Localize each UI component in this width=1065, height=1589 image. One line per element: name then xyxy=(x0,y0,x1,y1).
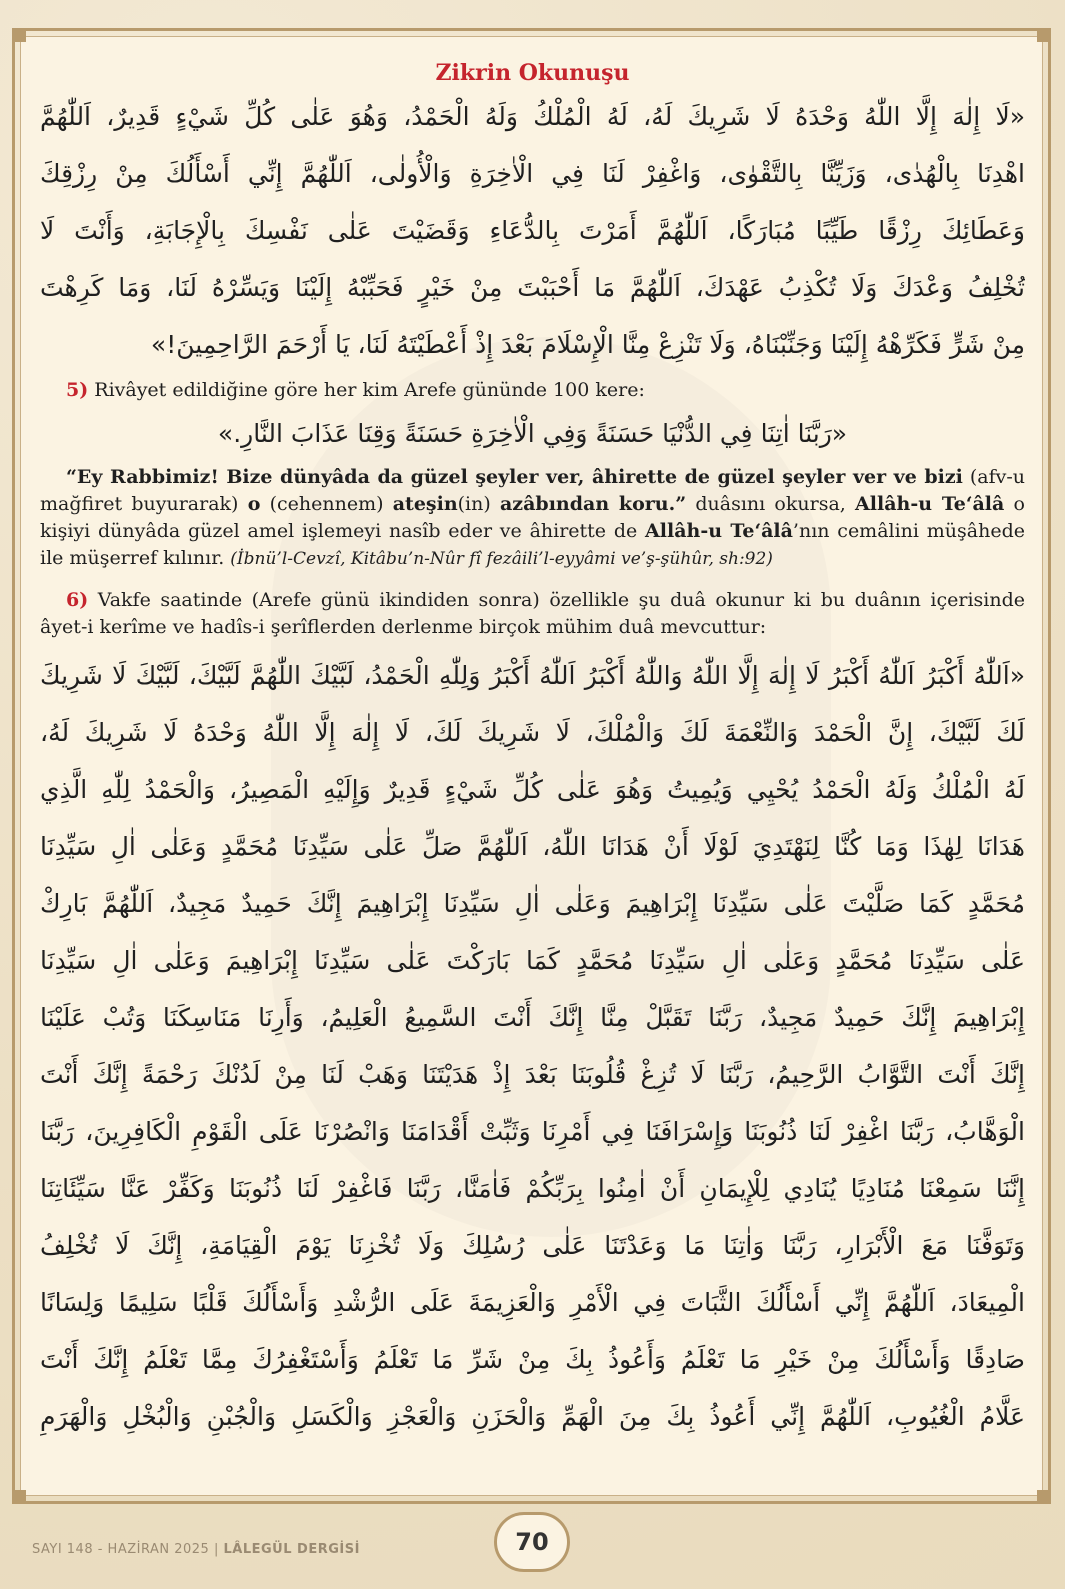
footer-issue: SAYI 148 - HAZİRAN 2025 xyxy=(32,1542,210,1557)
arabic-line: وَتَوَفَّنَا مَعَ الْأَبْرَارِ، رَبَّنَا وَاٰتِنَا مَا وَعَدْتَنَا عَلٰى رُسُلِكَ وَلَا تُخْزِنَا يَوْمَ الْقِيَامَةِ، إِنَّكَ لَا تُخْلِفُ xyxy=(40,1231,1025,1260)
arabic-line: لَكَ لَبَّيْكَ، إِنَّ الْحَمْدَ وَالنِّعْمَةَ لَكَ وَالْمُلْكَ، لَا شَرِيكَ لَكَ، لَا إِلٰهَ إِلَّا اللّٰهُ وَحْدَهُ لَا شَرِيكَ لَهُ، xyxy=(40,718,1025,747)
page-number: 70 xyxy=(494,1512,570,1572)
translation-bold: ateşin xyxy=(392,493,458,515)
arabic-line: إِنَّنَا سَمِعْنَا مُنَادِيًا يُنَادِي لِلْإِيمَانِ أَنْ اٰمِنُوا بِرَبِّكُمْ فَاٰمَنَّا، رَبَّنَا فَاغْفِرْ لَنَا ذُنُوبَنَا وَكَفِّرْ عَنَّا سَيِّئَاتِنَا xyxy=(40,1174,1025,1203)
arabic-line: مُحَمَّدٍ كَمَا صَلَّيْتَ عَلٰى سَيِّدِنَا إِبْرَاهِيمَ وَعَلٰى اٰلِ سَيِّدِنَا إِبْرَاهِيمَ إِنَّكَ حَمِيدٌ مَجِيدٌ، اَللّٰهُمَّ بَارِكْ xyxy=(40,889,1025,918)
arabic-line: صَادِقًا وَأَسْأَلُكَ مِنْ خَيْرِ مَا تَعْلَمُ وَأَعُوذُ بِكَ مِنْ شَرِّ مَا تَعْلَمُ وَأَسْتَغْفِرُكَ مِمَّا تَعْلَمُ إِنَّكَ أَنْتَ xyxy=(40,1345,1025,1374)
translation-text: ’nın cemâlini müşâhede ile müşerref kılınır. xyxy=(40,520,1025,569)
arabic-dua-block-2 xyxy=(40,647,1025,1445)
item-text: Vakfe saatinde (Arefe günü ikindiden sonra) özellikle şu duâ okunur ki bu duânın içerisinde âyet-i kerîme ve hadîs-i şerîflerden derlenme birçok mühim duâ mevcuttur: xyxy=(40,589,1025,638)
translation-text: o kişiyi dünyâda güzel amel işlemeyi nasîb eder ve âhirette de xyxy=(40,493,1025,542)
arabic-line: عَلَّامُ الْغُيُوبِ، اَللّٰهُمَّ إِنِّي أَعُوذُ بِكَ مِنَ الْهَمِّ وَالْحَزَنِ وَالْعَجْزِ وَالْكَسَلِ وَالْجُبْنِ وَالْبُخْلِ وَالْهَرَمِ xyxy=(40,1402,1025,1431)
translation-text: (afv-u mağfiret buyurarak) xyxy=(40,466,1025,515)
source-reference: (İbnü’l-Cevzî, Kitâbu’n-Nûr fî fezâili’l-eyyâmi ve’ş-şühûr, sh:92) xyxy=(230,549,773,569)
item-5-explanation xyxy=(40,464,1025,573)
item-text: Rivâyet edildiğine göre her kim Arefe gününde 100 kere: xyxy=(88,379,645,401)
arabic-line: «لَا إِلٰهَ إِلَّا اللّٰهُ وَحْدَهُ لَا شَرِيكَ لَهُ، لَهُ الْمُلْكُ وَلَهُ الْحَمْدُ، وَهُوَ عَلٰى كُلِّ شَيْءٍ قَدِيرٌ، اَللّٰهُمَّ xyxy=(40,102,1025,131)
arabic-line: الْوَهَّابُ، رَبَّنَا اغْفِرْ لَنَا ذُنُوبَنَا وَإِسْرَافَنَا فِي أَمْرِنَا وَثَبِّتْ أَقْدَامَنَا وَانْصُرْنَا عَلَى الْقَوْمِ الْكَافِرِينَ، رَبَّنَا xyxy=(40,1117,1025,1146)
footer-separator: | xyxy=(213,1542,219,1557)
arabic-line: مِنْ شَرٍّ فَكَرِّهْهُ إِلَيْنَا وَجَنِّبْنَاهُ، وَلَا تَنْزِعْ مِنَّا الْإِسْلَامَ بَعْدَ إِذْ أَعْطَيْتَهُ لَنَا، يَا أَرْحَمَ الرَّاحِمِينَ!» xyxy=(150,330,1025,359)
translation-text: (cehennem) xyxy=(260,493,393,515)
frame-corner-ornament xyxy=(12,28,26,42)
arabic-rabbana-dua: «رَبَّنَا اٰتِنَا فِي الدُّنْيَا حَسَنَةً وَفِي الْاٰخِرَةِ حَسَنَةً وَقِنَا عَذَابَ النَّارِ.» xyxy=(217,419,848,448)
arabic-line: تُخْلِفُ وَعْدَكَ وَلَا تُكْذِبُ عَهْدَكَ، اَللّٰهُمَّ مَا أَحْبَبْتَ مِنْ خَيْرٍ فَحَبِّبْهُ إِلَيْنَا وَيَسِّرْهُ لَنَا، وَمَا كَرِهْتَ xyxy=(40,273,1025,302)
item-number: 5) xyxy=(66,379,89,401)
footer-publication-info xyxy=(32,1542,360,1557)
translation-bold: “Ey Rabbimiz! Bize dünyâda da güzel şeyler ver, âhirette de güzel şeyler ver ve bizi xyxy=(66,466,963,488)
frame-corner-ornament xyxy=(12,1490,26,1504)
arabic-line: إِنَّكَ أَنْتَ التَّوَّابُ الرَّحِيمُ، رَبَّنَا لَا تُزِغْ قُلُوبَنَا بَعْدَ إِذْ هَدَيْتَنَا وَهَبْ لَنَا مِنْ لَدُنْكَ رَحْمَةً إِنَّكَ أَنْتَ xyxy=(40,1060,1025,1089)
arabic-line: هَدَانَا لِهٰذَا وَمَا كُنَّا لِنَهْتَدِيَ لَوْلَا أَنْ هَدَانَا اللّٰهُ، اَللّٰهُمَّ صَلِّ عَلٰى سَيِّدِنَا مُحَمَّدٍ وَعَلٰى اٰلِ سَيِّدِنَا xyxy=(40,832,1025,861)
item-5-intro xyxy=(40,377,1025,404)
item-number: 6) xyxy=(66,589,89,611)
section-title: Zikrin Okunuşu xyxy=(435,60,630,86)
arabic-line: اهْدِنَا بِالْهُدٰى، وَزَيِّنَّا بِالتَّقْوٰى، وَاغْفِرْ لَنَا فِي الْاٰخِرَةِ وَالْأُولٰى، اَللّٰهُمَّ إِنِّي أَسْأَلُكَ مِنْ رِزْقِكَ xyxy=(40,159,1025,188)
arabic-line: إِبْرَاهِيمَ إِنَّكَ حَمِيدٌ مَجِيدٌ، رَبَّنَا تَقَبَّلْ مِنَّا إِنَّكَ أَنْتَ السَّمِيعُ الْعَلِيمُ، وَأَرِنَا مَنَاسِكَنَا وَتُبْ عَلَيْنَا xyxy=(40,1003,1025,1032)
frame-corner-ornament xyxy=(1037,28,1051,42)
translation-bold: azâbından koru.” xyxy=(500,493,687,515)
translation-bold: o xyxy=(247,493,261,515)
arabic-line: لَهُ الْمُلْكُ وَلَهُ الْحَمْدُ يُحْيِي وَيُمِيتُ وَهُوَ عَلٰى كُلِّ شَيْءٍ قَدِيرٌ وَإِلَيْهِ الْمَصِيرُ، وَالْحَمْدُ لِلّٰهِ الَّذِي xyxy=(40,775,1025,804)
arabic-line: وَعَطَائِكَ رِزْقًا طَيِّبًا مُبَارَكًا، اَللّٰهُمَّ أَمَرْتَ بِالدُّعَاءِ وَقَضَيْتَ عَلٰى نَفْسِكَ بِالْإِجَابَةِ، وَأَنْتَ لَا xyxy=(40,216,1025,245)
item-6-intro xyxy=(40,587,1025,641)
page-content xyxy=(40,52,1025,1492)
translation-bold: Allâh-u Te‘âlâ xyxy=(645,520,793,542)
translation-text: duâsını okursa, xyxy=(686,493,856,515)
translation-bold: Allâh-u Te‘âlâ xyxy=(855,493,1005,515)
arabic-line: الْمِيعَادَ، اَللّٰهُمَّ إِنِّي أَسْأَلُكَ الثَّبَاتَ فِي الْأَمْرِ وَالْعَزِيمَةَ عَلَى الرُّشْدِ وَأَسْأَلُكَ قَلْبًا سَلِيمًا وَلِسَانًا xyxy=(40,1288,1025,1317)
arabic-line: «اَللّٰهُ أَكْبَرُ اَللّٰهُ أَكْبَرُ لَا إِلٰهَ إِلَّا اللّٰهُ وَاللّٰهُ أَكْبَرُ اَللّٰهُ أَكْبَرُ وَلِلّٰهِ الْحَمْدُ، لَبَّيْكَ اللّٰهُمَّ لَبَّيْكَ، لَبَّيْكَ لَا شَرِيكَ xyxy=(40,661,1025,690)
arabic-dua-block-1 xyxy=(40,88,1025,373)
arabic-line: عَلٰى سَيِّدِنَا مُحَمَّدٍ وَعَلٰى اٰلِ سَيِّدِنَا مُحَمَّدٍ كَمَا بَارَكْتَ عَلٰى سَيِّدِنَا إِبْرَاهِيمَ وَعَلٰى اٰلِ سَيِّدِنَا xyxy=(40,946,1025,975)
frame-corner-ornament xyxy=(1037,1490,1051,1504)
translation-text: (in) xyxy=(457,493,500,515)
footer-magazine-name: LÂLEGÜL DERGİSİ xyxy=(223,1542,360,1557)
